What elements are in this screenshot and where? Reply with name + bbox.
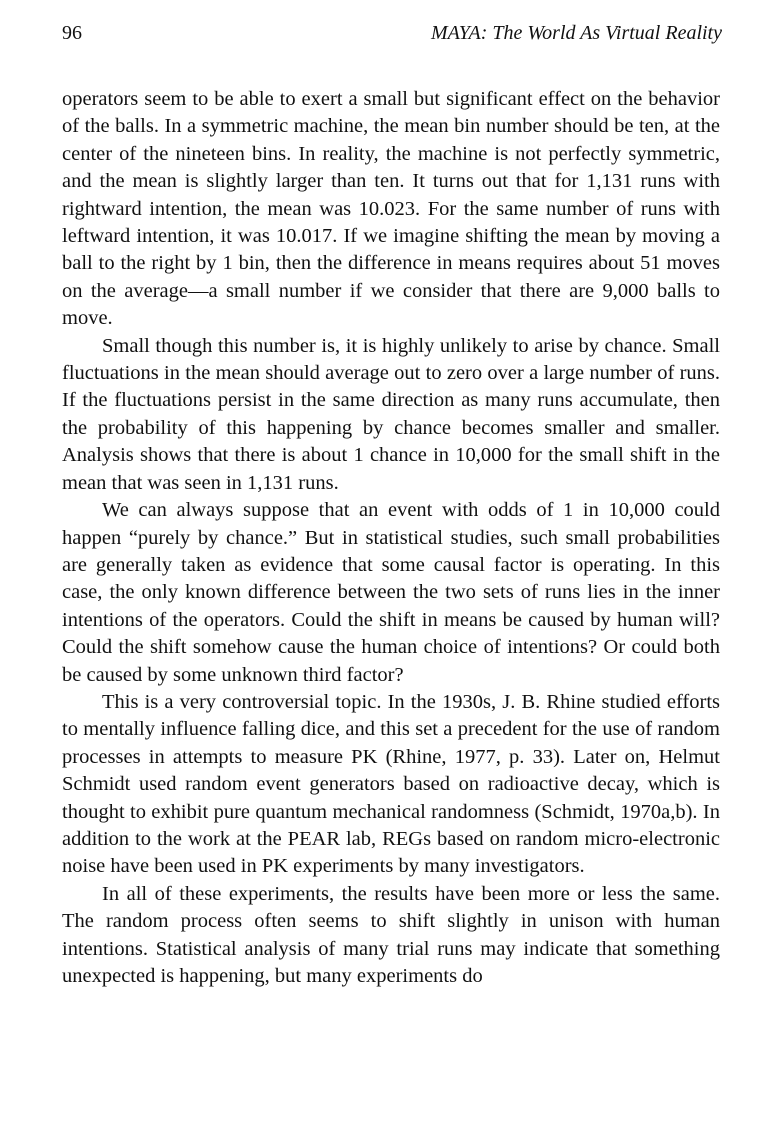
paragraph-1: operators seem to be able to exert a small but significant effect on the behavior of the balls. In a symmetric machine, the mean bin number should be ten, at the center of the nineteen bins. In reality, the machine is not perfectly symmetric, and the mean is slightly larger than ten. It turns out that for 1,131 runs with rightward intention, the mean was 10.023. For the same number of runs with leftward intention, it was 10.017. If we imagine shifting the mean by moving a ball to the right by 1 bin, then the difference in means requires about 51 moves on the average—a small number if we consider that there are 9,000 balls to move. bbox=[62, 88, 720, 330]
paragraph-2: Small though this number is, it is highly unlikely to arise by chance. Small fluctuations in the mean should average out to zero over a large number of runs. If the fluctuations persist in the same direction as many runs accumulate, then the probability of this happening by chance becomes smaller and smaller. Analysis shows that there is about 1 chance in 10,000 for the small shift in the mean that was seen in 1,131 runs. bbox=[62, 334, 720, 494]
body-text bbox=[62, 86, 720, 990]
page-number: 96 bbox=[62, 22, 82, 44]
page-header bbox=[62, 18, 722, 50]
paragraph-3: We can always suppose that an event with odds of 1 in 10,000 could happen “purely by chance.” But in statistical studies, such small probabilities are generally taken as evidence that some causal factor is operating. In this case, the only known difference between the two sets of runs lies in the inner intentions of the operators. Could the shift in means be caused by human will? Could the shift somehow cause the human choice of intentions? Or could both be caused by some unknown third factor? bbox=[62, 499, 720, 686]
paragraph-5: In all of these experiments, the results have been more or less the same. The random process often seems to shift slightly in unison with human intentions. Statistical analysis of many trial runs may indicate that something unexpected is happening, but many experiments do bbox=[62, 882, 720, 987]
paragraph-4: This is a very controversial topic. In the 1930s, J. B. Rhine studied efforts to mentally influence falling dice, and this set a precedent for the use of random processes in attempts to measure PK (Rhine, 1977, p. 33). Later on, Helmut Schmidt used random event generators based on radioactive decay, which is thought to exhibit pure quantum mechanical randomness (Schmidt, 1970a,b). In addition to the work at the PEAR lab, REGs based on random micro-electronic noise have been used in PK experiments by many investigators. bbox=[62, 690, 720, 878]
running-title: MAYA: The World As Virtual Reality bbox=[430, 22, 722, 44]
